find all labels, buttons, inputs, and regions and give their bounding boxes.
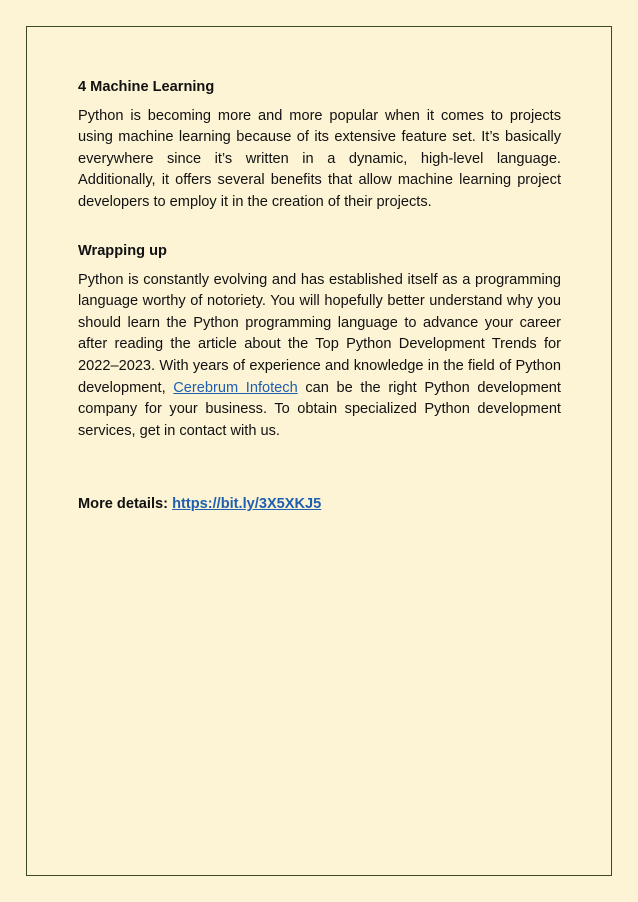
more-details-label: More details: — [78, 496, 173, 512]
section-machine-learning — [78, 77, 561, 214]
section-heading: Wrapping up — [78, 243, 167, 259]
more-details-line — [78, 494, 561, 516]
more-details-link[interactable]: https://bit.ly/3X5XKJ5 — [172, 496, 322, 512]
section-wrapping-up — [78, 241, 561, 442]
section-heading: 4 Machine Learning — [78, 79, 215, 95]
section-paragraph — [78, 270, 561, 443]
cerebrum-infotech-link[interactable]: Cerebrum Infotech — [173, 379, 298, 396]
section-paragraph: Python is becoming more and more popular when it comes to projects using machine learning because of its extensive feature set. It’s basically everywhere since it’s written in a dynamic, high-level language. Additionally, it offers several benefits that allow machine learning project developers to employ it in the creation of their projects. — [78, 107, 561, 210]
paragraph-text-after-link: can be the right Python development company for your business. To obtain specialized Python development services, get in contact with us. — [78, 379, 561, 439]
paragraph-text-before-link: Python is constantly evolving and has established itself as a programming language worthy of notoriety. You will hopefully better understand why you should learn the Python programming language to advance your career after reading the article about the Top Python Development Trends for 2022–2023. With years of experience and knowledge in the field of Python development, — [78, 271, 561, 396]
